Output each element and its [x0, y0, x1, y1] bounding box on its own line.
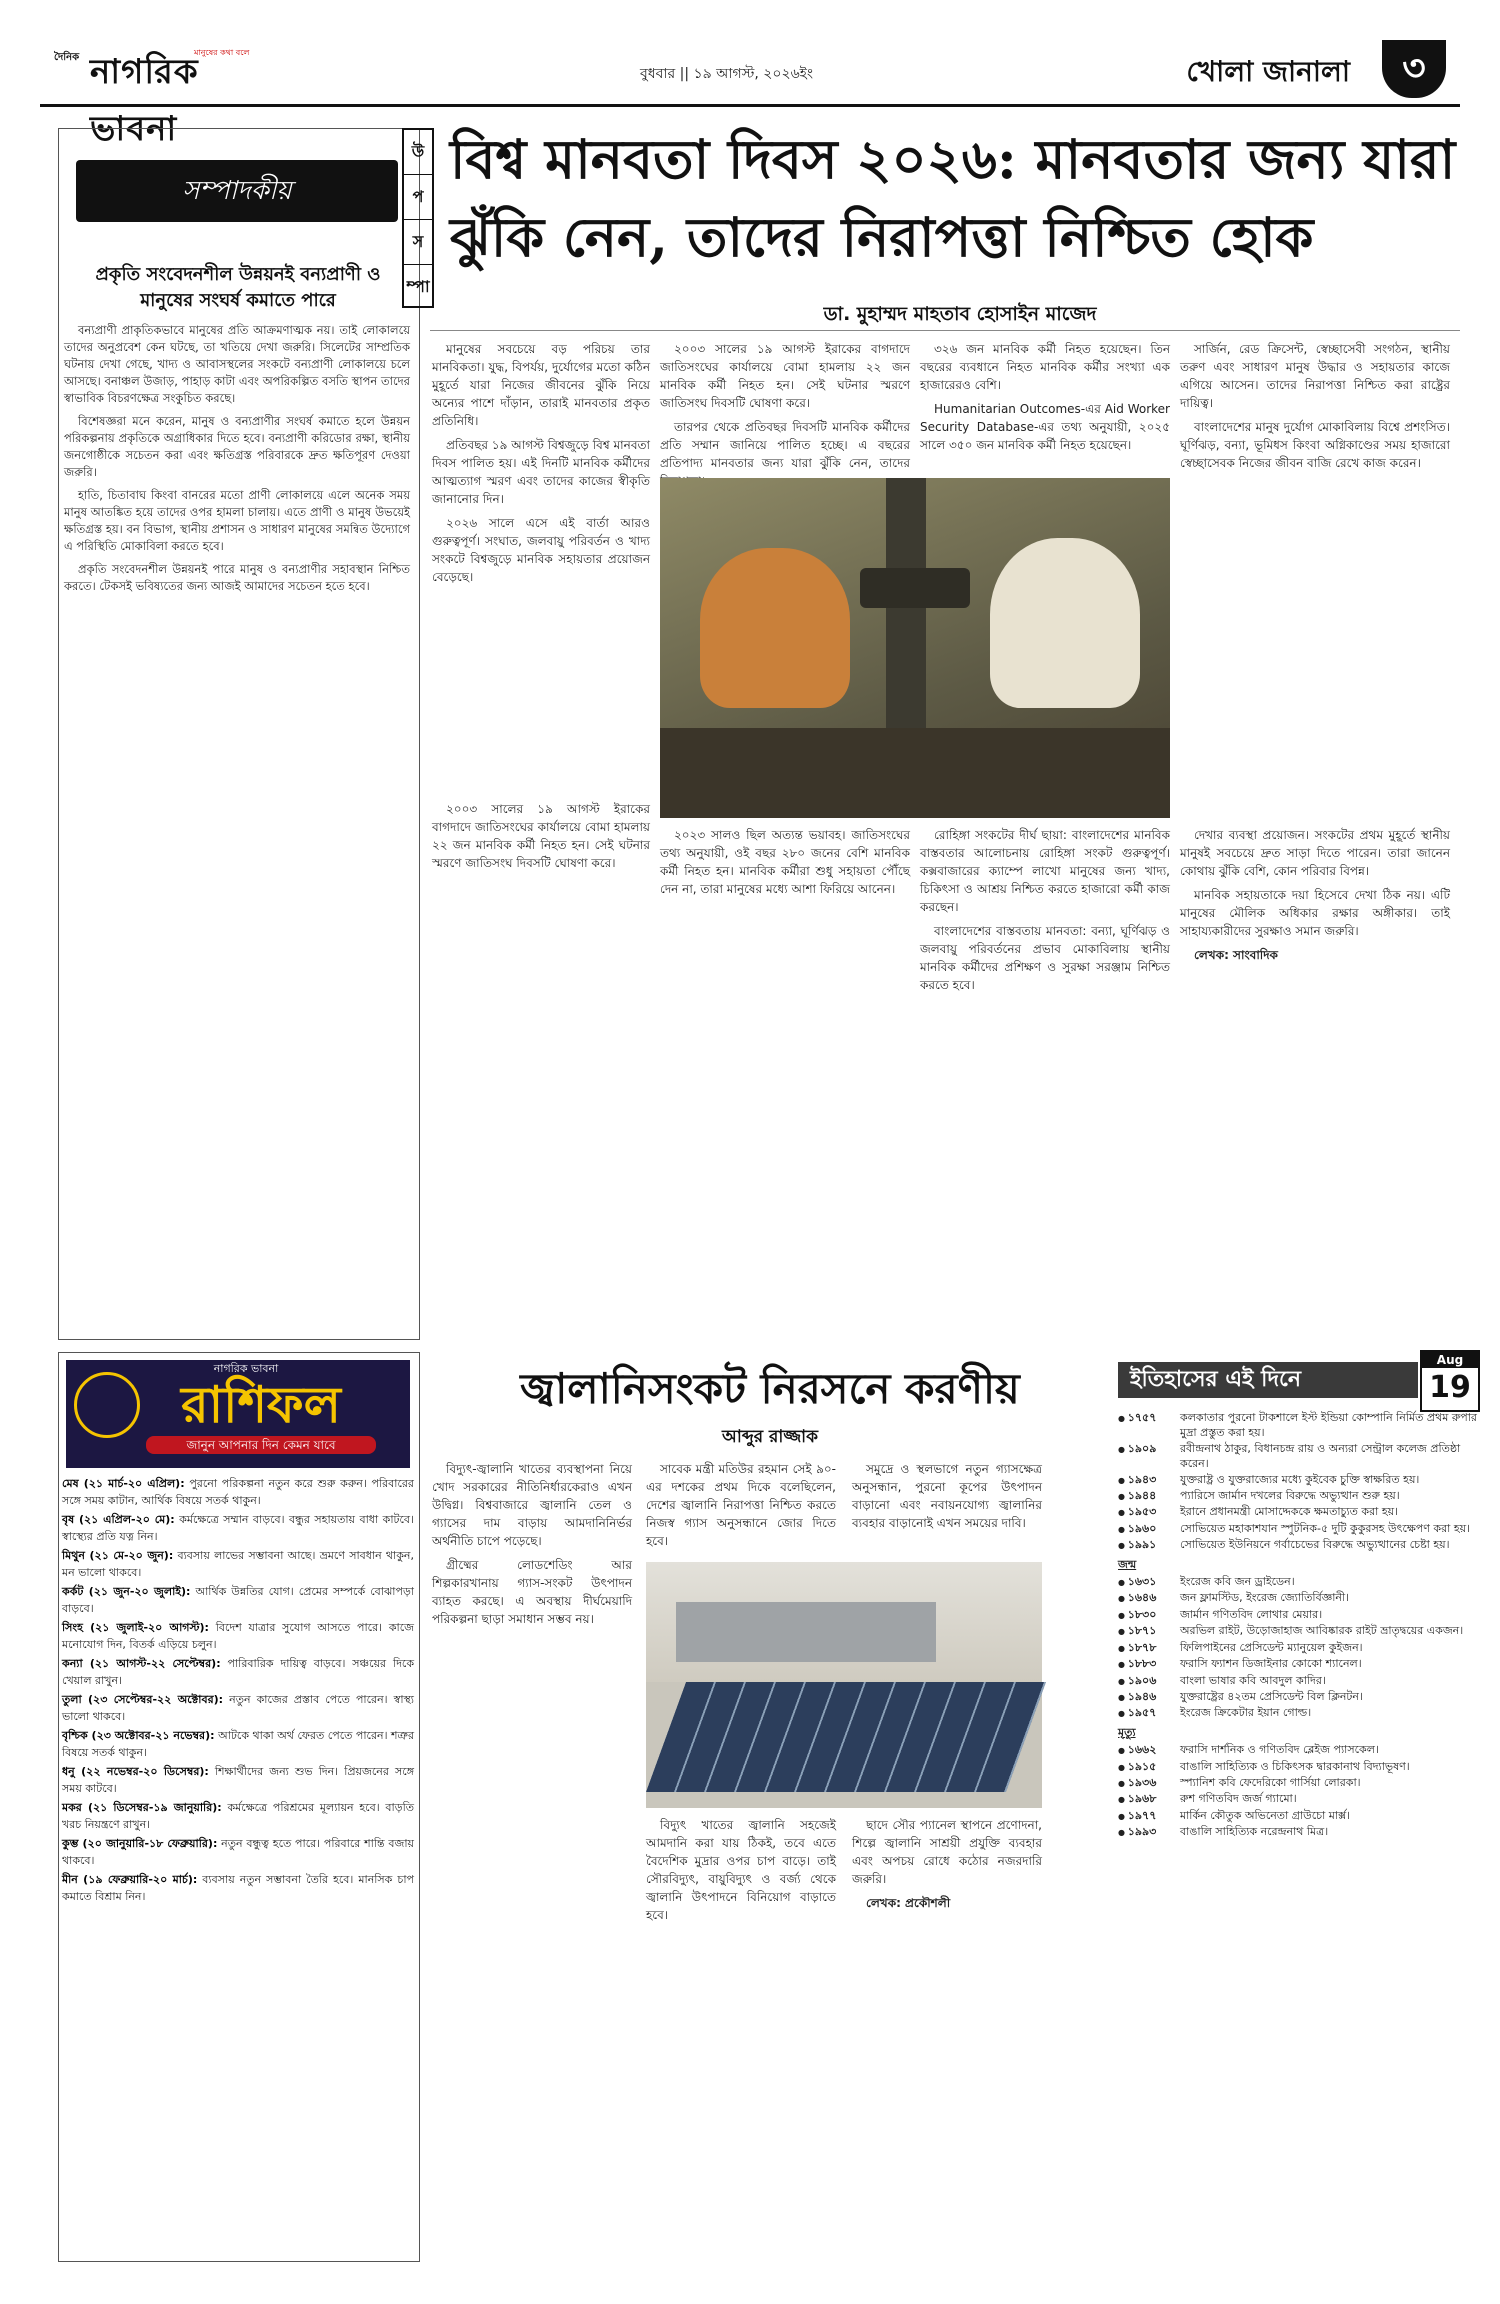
calendar-month: Aug [1422, 1352, 1478, 1368]
horoscope-item [62, 1800, 414, 1833]
lead-column-5 [1180, 826, 1450, 1336]
horoscope-sign: ধনু (২২ নভেম্বর-২০ ডিসেম্বর): [62, 1765, 209, 1778]
fuel-paragraph: সমুদ্রে ও স্থলভাগে নতুন গ্যাসক্ষেত্র অনুসন্ধান, পুরনো কূপের উৎপাদন বাড়ানো এবং নবায়নযোগ্য জ্বালানির ব্যবহার বাড়ানোই এখন সময়ের দাবি। [852, 1462, 1042, 1530]
history-row [1118, 1824, 1478, 1840]
lead-column-below-photo-2 [920, 826, 1170, 1336]
history-row [1118, 1656, 1478, 1672]
history-row [1118, 1623, 1478, 1639]
editorial-banner: সম্পাদকীয় [76, 160, 398, 222]
masthead-divider [40, 104, 1460, 107]
history-events [1118, 1410, 1478, 1554]
history-year: ● ১৮৩০ [1118, 1607, 1180, 1623]
history-text: রুশ গণিতবিদ জর্জ গ্যামো। [1180, 1792, 1297, 1806]
lead-paragraph: সার্জিন, রেড ক্রিসেন্ট, স্বেচ্ছাসেবী সংগঠন, স্থানীয় তরুণ এবং সাধারণ মানুষ উদ্ধার ও সহায়তার কাজে এগিয়ে আসেন। তাদের নিরাপত্তা নিশ্চিত করা রাষ্ট্রের দায়িত্ব। [1180, 342, 1450, 410]
history-year: ● ১৯১৫ [1118, 1759, 1180, 1775]
lead-paragraph: রোহিঙ্গা সংকটের দীর্ঘ ছায়া: বাংলাদেশের মানবিক বাস্তবতার আলোচনায় রোহিঙ্গা সংকট গুরুত্বপূর্ণ। কক্সবাজারের ক্যাম্পে লাখো মানুষের জন্য খাদ্য, চিকিৎসা ও আশ্রয় নিশ্চিত করতে হাজারো কর্মী কাজ করছেন। [920, 828, 1170, 914]
history-year: ● ১৮৮৩ [1118, 1656, 1180, 1672]
issue-date: বুধবার || ১৯ আগস্ট, ২০২৬ইং [640, 66, 813, 82]
section-title: খোলা জানালা [1186, 55, 1350, 88]
history-row [1118, 1742, 1478, 1758]
history-year: ● ১৯০৯ [1118, 1441, 1180, 1472]
horoscope-text: কর্মক্ষেত্রে সম্মান বাড়বে। বন্ধুর সহায়তায় বাধা কাটবে। স্বাস্থ্যের প্রতি যত্ন নিন। [62, 1513, 414, 1543]
horoscope-text: ব্যবসায় লাভের সম্ভাবনা আছে। ভ্রমণে সাবধান থাকুন, মন ভালো থাকবে। [62, 1549, 414, 1579]
horoscope-item [62, 1548, 414, 1581]
horoscope-title: রাশিফল [181, 1375, 341, 1434]
horoscope-item [62, 1872, 414, 1905]
history-row [1118, 1607, 1478, 1623]
history-text: ইরানে প্রধানমন্ত্রী মোসাদ্দেককে ক্ষমতাচ্যুত করা হয়। [1180, 1505, 1399, 1519]
page-number-badge: ৩ [1382, 40, 1446, 98]
lead-paragraph: ২০০৩ সালের ১৯ আগস্ট ইরাকের বাগদাদে জাতিসংঘের কার্যালয়ে বোমা হামলায় ২২ জন মানবিক কর্মী নিহত হন। সেই ঘটনার স্মরণে জাতিসংঘ দিবসটি ঘোষণা করে। [660, 342, 910, 410]
history-row [1118, 1808, 1478, 1824]
editorial-body [64, 322, 410, 1322]
history-year: ● ১৯৪৬ [1118, 1689, 1180, 1705]
horoscope-sign: কন্যা (২১ আগস্ট-২২ সেপ্টেম্বর): [62, 1657, 221, 1670]
history-year: ● ১৯৬০ [1118, 1521, 1180, 1537]
lead-paragraph: মানবিক সহায়তাকে দয়া হিসেবে দেখা ঠিক নয়। এটি মানুষের মৌলিক অধিকার রক্ষার অঙ্গীকার। তাই সাহায্যকারীদের সুরক্ষাও সমান জরুরি। [1180, 888, 1450, 938]
history-row [1118, 1640, 1478, 1656]
vertical-label-char: স [404, 220, 432, 265]
lead-author: ডা. মুহাম্মদ মাহতাব হোসাইন মাজেদ [823, 303, 1097, 325]
history-year: ● ১৬৩১ [1118, 1574, 1180, 1590]
history-row [1118, 1472, 1478, 1488]
lead-headline[interactable]: বিশ্ব মানবতা দিবস ২০২৬: মানবতার জন্য যারা ঝুঁকি নেন, তাদের নিরাপত্তা নিশ্চিত হোক [450, 127, 1456, 269]
lead-paragraph: বাংলাদেশের মানুষ দুর্যোগ মোকাবিলায় বিশ্বে প্রশংসিত। ঘূর্ণিঝড়, বন্যা, ভূমিধস কিংবা অগ্নিকাণ্ডের সময় হাজারো স্বেচ্ছাসেবক নিজের জীবন বাজি রেখে কাজ করেন। [1180, 420, 1450, 470]
fuel-paragraph: বিদ্যুৎ-জ্বালানি খাতের ব্যবস্থাপনা নিয়ে খোদ সরকারের নীতিনির্ধারকেরাও এখন উদ্বিগ্ন। বিশ্ববাজারে জ্বালানি তেল ও গ্যাসের দাম বাড়ায় আমদানিনির্ভর অর্থনীতি চাপে পড়েছে। [432, 1462, 632, 1548]
vertical-label-char: ম্পা [406, 277, 430, 296]
horoscope-text: নতুন কাজের প্রস্তাব পেতে পারেন। স্বাস্থ্য ভালো থাকবে। [62, 1693, 414, 1723]
fuel-column-3-cont [852, 1816, 1042, 2260]
horoscope-brand: নাগরিক ভাবনা [213, 1362, 279, 1375]
vertical-section-label [402, 128, 434, 308]
photo-building [676, 1602, 936, 1662]
history-year: ● ১৯৯১ [1118, 1537, 1180, 1553]
lead-column-2 [660, 340, 910, 472]
fuel-paragraph: সাবেক মন্ত্রী মতিউর রহমান সেই ৯০-এর দশকের প্রথম দিকে বলেছিলেন, দেশের জ্বালানি নিরাপত্তা নিশ্চিত করতে নিজস্ব গ্যাস অনুসন্ধানে জোর দিতে হবে। [646, 1462, 836, 1548]
hand-pump-head [860, 568, 970, 608]
history-year: ● ১৯৭৭ [1118, 1808, 1180, 1824]
horoscope-sign: মীন (১৯ ফেব্রুয়ারি-২০ মার্চ): [62, 1873, 198, 1886]
history-text: ফিলিপাইনের প্রেসিডেন্ট ম্যানুয়েল কুইজন। [1180, 1640, 1363, 1654]
child-right [990, 538, 1140, 708]
history-row [1118, 1775, 1478, 1791]
editorial-paragraph: প্রকৃতি সংবেদনশীল উন্নয়নই পারে মানুষ ও বন্যপ্রাণীর সহাবস্থান নিশ্চিত করতে। টেকসই ভবিষ্যতের জন্য আজই আমাদের সচেতন হতে হবে। [64, 562, 410, 593]
history-row [1118, 1689, 1478, 1705]
fuel-headline[interactable]: জ্বালানিসংকট নিরসনে করণীয় [520, 1364, 1020, 1413]
fuel-byline-footer: লেখক: প্রকৌশলী [866, 1896, 951, 1910]
history-year: ● ১৯০৬ [1118, 1673, 1180, 1689]
horoscope-sign: মেষ (২১ মার্চ-২০ এপ্রিল): [62, 1477, 185, 1490]
lead-paragraph: ২০২৩ সালও ছিল অত্যন্ত ভয়াবহ। জাতিসংঘের তথ্য অনুযায়ী, ওই বছর ২৮০ জনের বেশি মানবিক কর্মী নিহত হন। মানবিক কর্মীরা শুধু সহায়তা পৌঁছে দেন না, তারা মানুষের মধ্যে আশা ফিরিয়ে আনেন। [660, 828, 910, 896]
logo-title: নাগরিক ভাবনা [90, 52, 199, 149]
history-title-bar: ইতিহাসের এই দিনে [1118, 1362, 1418, 1398]
history-year: ● ১৬৪৬ [1118, 1590, 1180, 1606]
fuel-column-2 [646, 1460, 836, 1556]
horoscope-item [62, 1512, 414, 1545]
history-year: ● ১৬৬২ [1118, 1742, 1180, 1758]
editorial-paragraph: বিশেষজ্ঞরা মনে করেন, মানুষ ও বন্যপ্রাণীর সংঘর্ষ কমাতে হলে উন্নয়ন পরিকল্পনায় প্রকৃতিকে অগ্রাধিকার দিতে হবে। বন্যপ্রাণী করিডোর রক্ষা, স্থানীয় জনগোষ্ঠীকে সচেতন করা এবং ক্ষতিগ্রস্ত পরিবারকে দ্রুত ক্ষতিপূরণ দেওয়া জরুরি। [64, 414, 410, 479]
history-row [1118, 1504, 1478, 1520]
solar-panel-array [646, 1682, 1046, 1792]
history-text: জন ফ্লামস্টিড, ইংরেজ জ্যোতির্বিজ্ঞানী। [1180, 1591, 1350, 1605]
lead-paragraph: দেখার ব্যবস্থা প্রয়োজন। সংকটের প্রথম মুহূর্তে স্থানীয় মানুষই সবচেয়ে দ্রুত সাড়া দিতে পারেন। তারা জানেন কোথায় ঝুঁকি বেশি, কোন পরিবার বিপন্ন। [1180, 828, 1450, 878]
lead-paragraph: Humanitarian Outcomes-এর Aid Worker Security Database-এর তথ্য অনুযায়ী, ২০২৫ সালে ৩৫০ জন মানবিক কর্মী নিহত হয়েছেন। [920, 402, 1170, 452]
history-text: প্যারিসে জার্মান দখলের বিরুদ্ধে অভ্যুত্থান শুরু হয়। [1180, 1489, 1400, 1503]
horoscope-sign: বৃশ্চিক (২৩ অক্টোবর-২১ নভেম্বর): [62, 1729, 215, 1742]
lead-paragraph: মানুষের সবচেয়ে বড় পরিচয় তার মানবিকতা। যুদ্ধ, বিপর্যয়, দুর্যোগের মতো কঠিন মুহূর্তে যারা নিজের জীবনের ঝুঁকি নিয়ে অন্যের পাশে দাঁড়ান, তারাই মানবতার প্রকৃত প্রতিনিধি। [432, 342, 650, 428]
history-text: যুক্তরাষ্ট্রের ৪২তম প্রেসিডেন্ট বিল ক্লিনটন। [1180, 1689, 1363, 1703]
horoscope-item [62, 1836, 414, 1869]
horoscope-item [62, 1764, 414, 1797]
horoscope-item [62, 1656, 414, 1689]
history-row [1118, 1791, 1478, 1807]
calendar-icon [1420, 1350, 1480, 1412]
history-text: বাংলা ভাষার কবি আবদুল কাদির। [1180, 1673, 1326, 1687]
logo-small-text: দৈনিক [54, 52, 80, 63]
vertical-label-char: উ [404, 130, 432, 175]
lead-photo-children-drinking-water[interactable] [660, 478, 1170, 818]
history-text: মার্কিন কৌতুক অভিনেতা গ্রাউচো মার্ক্স। [1180, 1808, 1351, 1822]
history-year: ● ১৯৪৪ [1118, 1488, 1180, 1504]
masthead [40, 40, 1460, 149]
photo-ground [660, 728, 1170, 818]
lead-column-1 [432, 340, 650, 790]
lead-column-1-cont [432, 800, 650, 1336]
history-text: ইংরেজ কবি জন ড্রাইডেন। [1180, 1575, 1295, 1589]
horoscope-item [62, 1728, 414, 1761]
lead-divider [430, 330, 1460, 331]
child-left [700, 548, 850, 708]
horoscope-sign: মকর (২১ ডিসেম্বর-১৯ জানুয়ারি): [62, 1801, 222, 1814]
horoscope-list [62, 1476, 414, 2256]
horoscope-sign: তুলা (২৩ সেপ্টেম্বর-২২ অক্টোবর): [62, 1693, 224, 1706]
lead-column-4 [1180, 340, 1450, 808]
history-text: যুক্তরাষ্ট্র ও যুক্তরাজ্যের মধ্যে কুইবেক চুক্তি স্বাক্ষরিত হয়। [1180, 1472, 1420, 1486]
horoscope-text: শিক্ষার্থীদের জন্য শুভ দিন। প্রিয়জনের সঙ্গে সময় কাটবে। [62, 1765, 414, 1795]
horoscope-sign: সিংহ (২১ জুলাই-২০ আগস্ট): [62, 1621, 209, 1634]
horoscope-sign: বৃষ (২১ এপ্রিল-২০ মে): [62, 1513, 175, 1526]
history-text: কলকাতার পুরনো টাকশালে ইস্ট ইন্ডিয়া কোম্পানি নির্মিত প্রথম রুপার মুদ্রা প্রস্তুত করা হয়। [1180, 1411, 1477, 1440]
fuel-photo-solar-panels[interactable] [646, 1562, 1042, 1808]
history-text: সোভিয়েত মহাকাশযান স্পুটনিক-৫ দুটি কুকুরসহ উৎক্ষেপণ করা হয়। [1180, 1521, 1471, 1535]
fuel-author: আব্দুর রাজ্জাক [722, 1427, 818, 1447]
history-text: ফরাসি দার্শনিক ও গণিতবিদ ব্লেইজ প্যাসকেল। [1180, 1743, 1379, 1757]
history-row [1118, 1537, 1478, 1553]
horoscope-item [62, 1620, 414, 1653]
history-year: ● ১৯৩৬ [1118, 1775, 1180, 1791]
lead-paragraph: প্রতিবছর ১৯ আগস্ট বিশ্বজুড়ে বিশ্ব মানবতা দিবস পালিত হয়। এই দিনটি মানবিক কর্মীদের আত্মত্যাগ স্মরণ এবং তাদের কাজের স্বীকৃতি জানানোর দিন। [432, 438, 650, 506]
history-births [1118, 1574, 1478, 1722]
history-year: ● ১৮৭১ [1118, 1623, 1180, 1639]
history-year: ● ১৯৫৭ [1118, 1705, 1180, 1721]
horoscope-text: পারিবারিক দায়িত্ব বাড়বে। সঞ্চয়ের দিকে খেয়াল রাখুন। [62, 1657, 415, 1687]
history-births-heading: জন্ম [1118, 1557, 1137, 1571]
lead-column-below-photo-1 [660, 826, 910, 1336]
fuel-paragraph: ছাদে সৌর প্যানেল স্থাপনে প্রণোদনা, শিল্পে জ্বালানি সাশ্রয়ী প্রযুক্তি ব্যবহার এবং অপচয় রোধে কঠোর নজরদারি জরুরি। [852, 1818, 1042, 1886]
history-year: ● ১৯৬৮ [1118, 1791, 1180, 1807]
horoscope-text: ব্যবসায় নতুন সম্ভাবনা তৈরি হবে। মানসিক চাপ কমাতে বিশ্রাম নিন। [62, 1873, 414, 1903]
lead-paragraph: ৩২৬ জন মানবিক কর্মী নিহত হয়েছেন। তিন বছরের ব্যবধানে নিহত মানবিক কর্মীর সংখ্যা এক হাজারেরও বেশি। [920, 342, 1170, 392]
history-row [1118, 1521, 1478, 1537]
history-text: সোভিয়েত ইউনিয়নে গর্বাচেভের বিরুদ্ধে অভ্যুত্থানের চেষ্টা হয়। [1180, 1538, 1450, 1552]
logo-tagline: মানুষের কথা বলে [194, 48, 250, 57]
editorial-paragraph: বন্যপ্রাণী প্রাকৃতিকভাবে মানুষের প্রতি আক্রমণাত্মক নয়। তাই লোকালয়ে তাদের অনুপ্রবেশ কেন ঘটছে, তা খতিয়ে দেখা জরুরি। সিলেটের সাম্প্রতিক ঘটনায় দেখা গেছে, খাদ্য ও আবাসস্থলের সংকটে বন্যপ্রাণী লোকালয়ে চলে আসছে। বনাঞ্চল উজাড়, পাহাড় কাটা এবং অপরিকল্পিত বসতি স্থাপন তাদের স্বাভাবিক বিচরণক্ষেত্র সংকুচিত করছে। [64, 323, 410, 405]
lead-byline-footer: লেখক: সাংবাদিক [1194, 948, 1278, 962]
history-text: অরভিল রাইট, উড়োজাহাজ আবিষ্কারক রাইট ভ্রাতৃদ্বয়ের একজন। [1180, 1624, 1464, 1638]
calendar-day: 19 [1429, 1370, 1471, 1405]
history-year: ● ১৭৫৭ [1118, 1410, 1180, 1441]
newspaper-logo[interactable] [54, 44, 284, 149]
history-row [1118, 1673, 1478, 1689]
horoscope-text: নতুন বন্ধুত্ব হতে পারে। পরিবারে শান্তি বজায় থাকবে। [62, 1837, 414, 1867]
history-year: ● ১৯৪৩ [1118, 1472, 1180, 1488]
horoscope-text: আর্থিক উন্নতির যোগ। প্রেমের সম্পর্কে বোঝাপড়া বাড়বে। [62, 1585, 414, 1615]
horoscope-text: বিদেশ যাত্রার সুযোগ আসতে পারে। কাজে মনোযোগ দিন, বিতর্ক এড়িয়ে চলুন। [62, 1621, 414, 1651]
horoscope-item [62, 1476, 414, 1509]
history-text: জার্মান গণিতবিদ লোথার মেয়ার। [1180, 1607, 1323, 1621]
history-deaths [1118, 1742, 1478, 1840]
fuel-column-3 [852, 1460, 1042, 1556]
history-text: বাঙালি সাহিত্যিক ও চিকিৎসক দ্বারকানাথ বিদ্যাভূষণ। [1180, 1759, 1410, 1773]
lead-paragraph: ২০২৬ সালে এসে এই বার্তা আরও গুরুত্বপূর্ণ। সংঘাত, জলবায়ু পরিবর্তন ও খাদ্য সংকটে বিশ্বজুড়ে মানবিক সহায়তার প্রয়োজন বেড়েছে। [432, 516, 650, 584]
fuel-paragraph: বিদ্যুৎ খাতের জ্বালানি সহজেই আমদানি করা যায় ঠিকই, তবে এতে বৈদেশিক মুদ্রার ওপর চাপ বাড়ে। তাই সৌরবিদ্যুৎ, বায়ুবিদ্যুৎ ও বর্জ্য থেকে জ্বালানি উৎপাদনে বিনিয়োগ বাড়াতে হবে। [646, 1818, 836, 1922]
history-text: ফরাসি ফ্যাশন ডিজাইনার কোকো শ্যানেল। [1180, 1657, 1362, 1671]
history-text: ইংরেজ ক্রিকেটার ইয়ান গোল্ড। [1180, 1706, 1312, 1720]
fuel-paragraph: গ্রীষ্মের লোডশেডিং আর শিল্পকারখানায় গ্যাস-সংকট উৎপাদন ব্যাহত করছে। এ অবস্থায় দীর্ঘমেয়াদি পরিকল্পনা ছাড়া সমাধান সম্ভব নয়। [432, 1558, 632, 1626]
lead-paragraph: ২০০৩ সালের ১৯ আগস্ট ইরাকের বাগদাদে জাতিসংঘের কার্যালয়ে বোমা হামলায় ২২ জন মানবিক কর্মী নিহত হন। সেই ঘটনার স্মরণে জাতিসংঘ দিবসটি ঘোষণা করে। [432, 802, 650, 870]
history-deaths-heading: মৃত্যু [1118, 1725, 1136, 1739]
history-year: ● ১৯৫৩ [1118, 1504, 1180, 1520]
horoscope-sign: মিথুন (২১ মে-২০ জুন): [62, 1549, 174, 1562]
fuel-column-1 [432, 1460, 632, 2260]
horoscope-text: আটকে থাকা অর্থ ফেরত পেতে পারেন। শত্রুর বিষয়ে সতর্ক থাকুন। [62, 1729, 414, 1759]
history-row [1118, 1441, 1478, 1472]
horoscope-sign: কর্কট (২১ জুন-২০ জুলাই): [62, 1585, 191, 1598]
horoscope-text: কর্মক্ষেত্রে পরিশ্রমের মূল্যায়ন হবে। বাড়তি খরচ নিয়ন্ত্রণে রাখুন। [62, 1801, 414, 1831]
lead-paragraph: বাংলাদেশের বাস্তবতায় মানবতা: বন্যা, ঘূর্ণিঝড় ও জলবায়ু পরিবর্তনের প্রভাব মোকাবিলায় স্থানীয় মানবিক কর্মীদের প্রশিক্ষণ ও সুরক্ষা সরঞ্জাম নিশ্চিত করতে হবে। [920, 924, 1170, 992]
history-row [1118, 1705, 1478, 1721]
history-row [1118, 1574, 1478, 1590]
history-year: ● ১৯৯৩ [1118, 1824, 1180, 1840]
editorial-headline[interactable]: প্রকৃতি সংবেদনশীল উন্নয়নই বন্যপ্রাণী ও মানুষের সংঘর্ষ কমাতে পারে [95, 264, 381, 311]
history-text: স্প্যানিশ কবি ফেদেরিকো গার্সিয়া লোরকা। [1180, 1775, 1361, 1789]
lead-column-3 [920, 340, 1170, 472]
history-year: ● ১৮৭৮ [1118, 1640, 1180, 1656]
history-row [1118, 1590, 1478, 1606]
horoscope-subtitle: জানুন আপনার দিন কেমন যাবে [146, 1436, 376, 1454]
vertical-label-char: প [404, 175, 432, 220]
fuel-column-2-cont [646, 1816, 836, 2260]
editorial-paragraph: হাতি, চিতাবাঘ কিংবা বানরের মতো প্রাণী লোকালয়ে এলে অনেক সময় মানুষ আতঙ্কিত হয়ে তাদের ওপর হামলা চালায়। এতে প্রাণী ও মানুষ উভয়েই ক্ষতিগ্রস্ত হয়। বন বিভাগ, স্থানীয় প্রশাসন ও সাধারণ মানুষের সমন্বিত উদ্যোগে এ পরিস্থিতি মোকাবিলা করতে হবে। [64, 488, 410, 553]
history-row [1118, 1488, 1478, 1504]
horoscope-sign: কুম্ভ (২০ জানুয়ারি-১৮ ফেব্রুয়ারি): [62, 1837, 218, 1850]
history-text: রবীন্দ্রনাথ ঠাকুর, বিধানচন্দ্র রায় ও অন্যরা সেন্ট্রাল কলেজ প্রতিষ্ঠা করেন। [1180, 1441, 1461, 1471]
history-row [1118, 1759, 1478, 1775]
lead-paragraph: তারপর থেকে প্রতিবছর দিবসটি মানবিক কর্মীদের প্রতি সম্মান জানিয়ে পালিত হচ্ছে। এ বছরের প্রতিপাদ্য মানবতার জন্য যারা ঝুঁকি নেন, তাদের [660, 420, 910, 470]
history-row [1118, 1410, 1478, 1441]
history-list [1118, 1410, 1478, 2260]
horoscope-item [62, 1584, 414, 1617]
horoscope-text: পুরনো পরিকল্পনা নতুন করে শুরু করুন। পরিবারের সঙ্গে সময় কাটান, আর্থিক বিষয়ে সতর্ক থাকুন। [62, 1477, 414, 1507]
history-text: বাঙালি সাহিত্যিক নরেন্দ্রনাথ মিত্র। [1180, 1825, 1329, 1839]
horoscope-item [62, 1692, 414, 1725]
